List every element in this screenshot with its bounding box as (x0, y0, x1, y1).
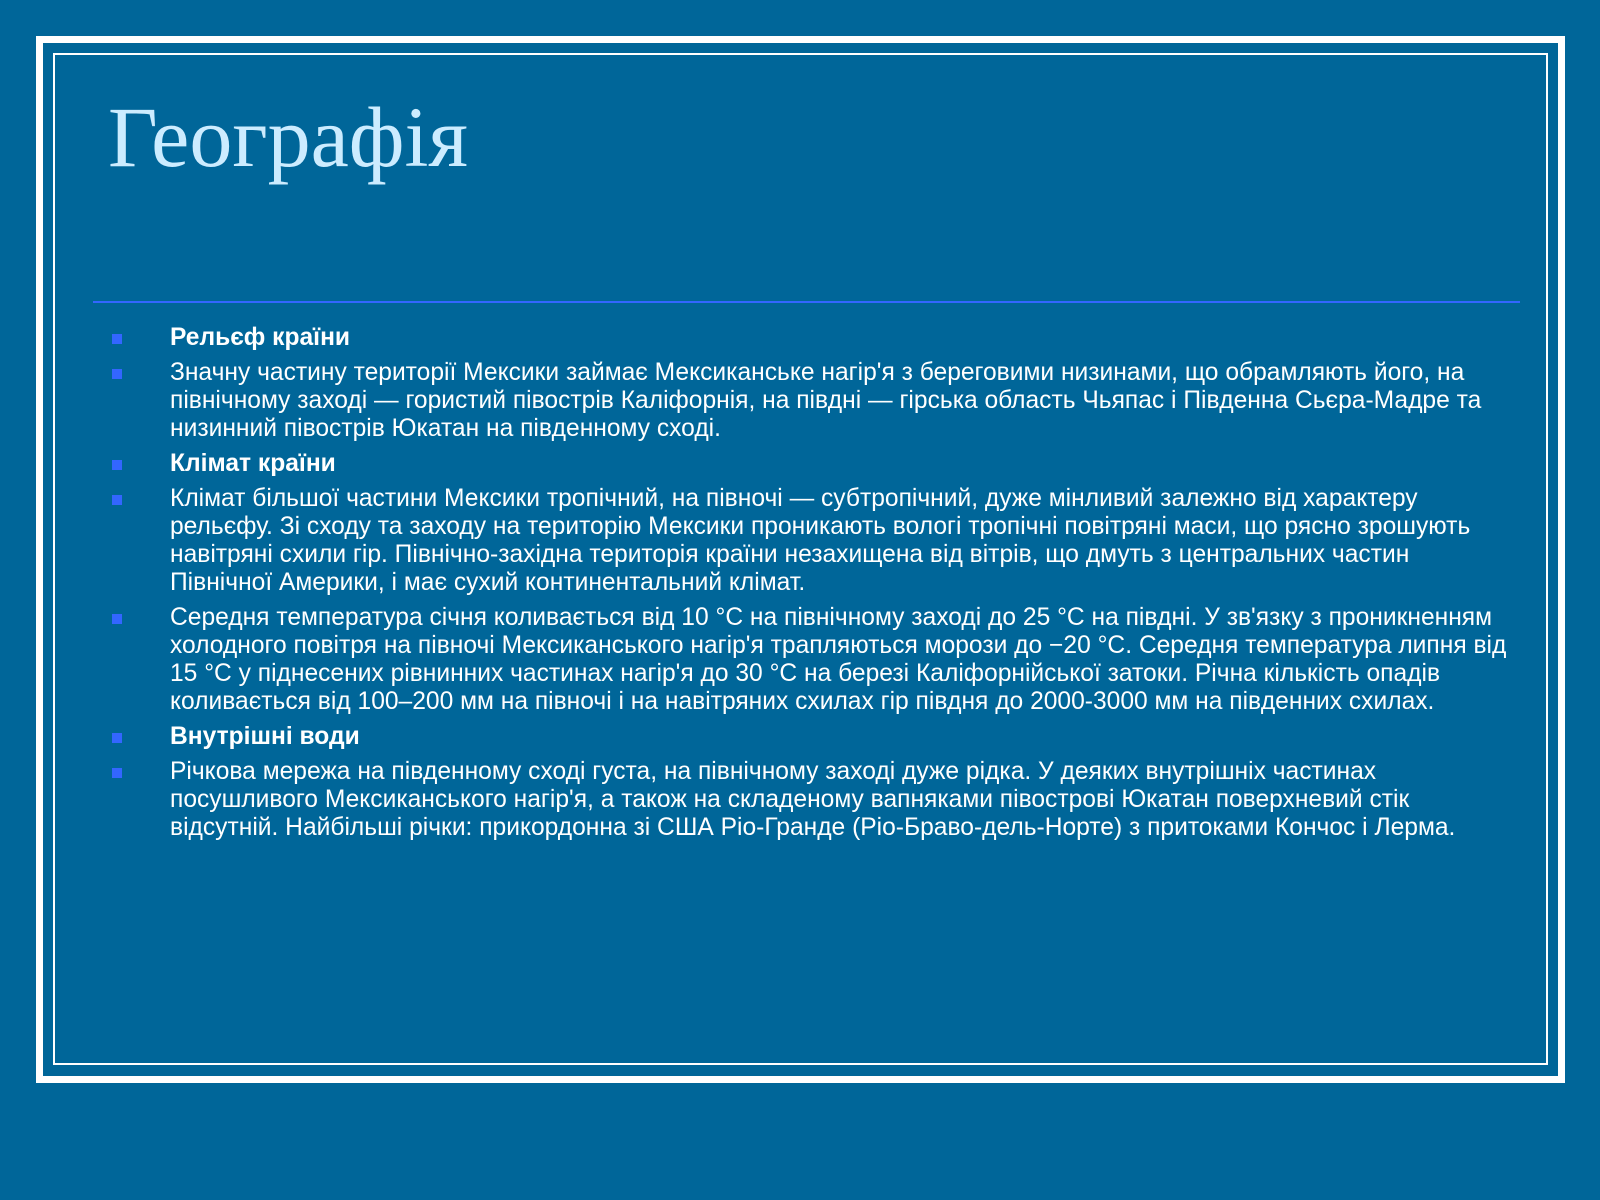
list-item (108, 604, 1508, 716)
square-bullet-icon (112, 460, 122, 470)
square-bullet-icon (112, 495, 122, 505)
list-item (108, 450, 1508, 478)
list-item-text: Клімат більшої частини Мексики тропічний, на півночі — субтропічний, дуже мінливий залежно від характеру рельєфу. Зі сходу та заходу на територію Мексики проникають вологі тропічні повітряні маси, що рясно зрошують навітряні схили гір. Північно-західна територія країни незахищена від вітрів, що дмуть з центральних частин Північної Америки, і має сухий континентальний клімат. (170, 485, 1471, 596)
list-item (108, 324, 1508, 352)
square-bullet-icon (112, 369, 122, 379)
list-item (108, 485, 1508, 597)
square-bullet-icon (112, 768, 122, 778)
list-item-text: Річкова мережа на південному сході густа, на північному заході дуже рідка. У деяких внутрішніх частинах посушливого Мексиканського нагір'я, а також на складеному вапняками півострові Юкатан поверхневий стік відсутній. Найбільші річки: прикордонна зі США Ріо-Гранде (Ріо-Браво-дель-Норте) з притоками Кончос і Лерма. (170, 758, 1456, 841)
list-item-text: Внутрішні води (170, 723, 360, 750)
slide-body-list (108, 324, 1508, 849)
square-bullet-icon (112, 733, 122, 743)
list-item (108, 723, 1508, 751)
slide-title: Географія (108, 89, 468, 185)
title-divider (93, 301, 1520, 303)
list-item (108, 359, 1508, 443)
square-bullet-icon (112, 334, 122, 344)
list-item-text: Значну частину території Мексики займає Мексиканське нагір'я з береговими низинами, що обрамляють його, на північному заході — гористий півострів Каліфорнія, на півдні — гірська область Чьяпас і Південна Сьєра-Мадре та низинний півострів Юкатан на південному сході. (170, 359, 1482, 442)
square-bullet-icon (112, 614, 122, 624)
list-item-text: Рельєф країни (170, 324, 351, 351)
list-item-text: Клімат країни (170, 450, 336, 477)
list-item (108, 758, 1508, 842)
list-item-text: Середня температура січня коливається від 10 °C на північному заході до 25 °C на півдні. У зв'язку з проникненням холодного повітря на півночі Мексиканського нагір'я трапляються морози до −20 °C. Середня температура липня від 15 °C у піднесених рівнинних частинах нагір'я до 30 °C на березі Каліфорнійської затоки. Річна кількість опадів коливається від 100–200 мм на півночі і на навітряних схилах гір півдня до 2000-3000 мм на південних схилах. (170, 604, 1507, 715)
